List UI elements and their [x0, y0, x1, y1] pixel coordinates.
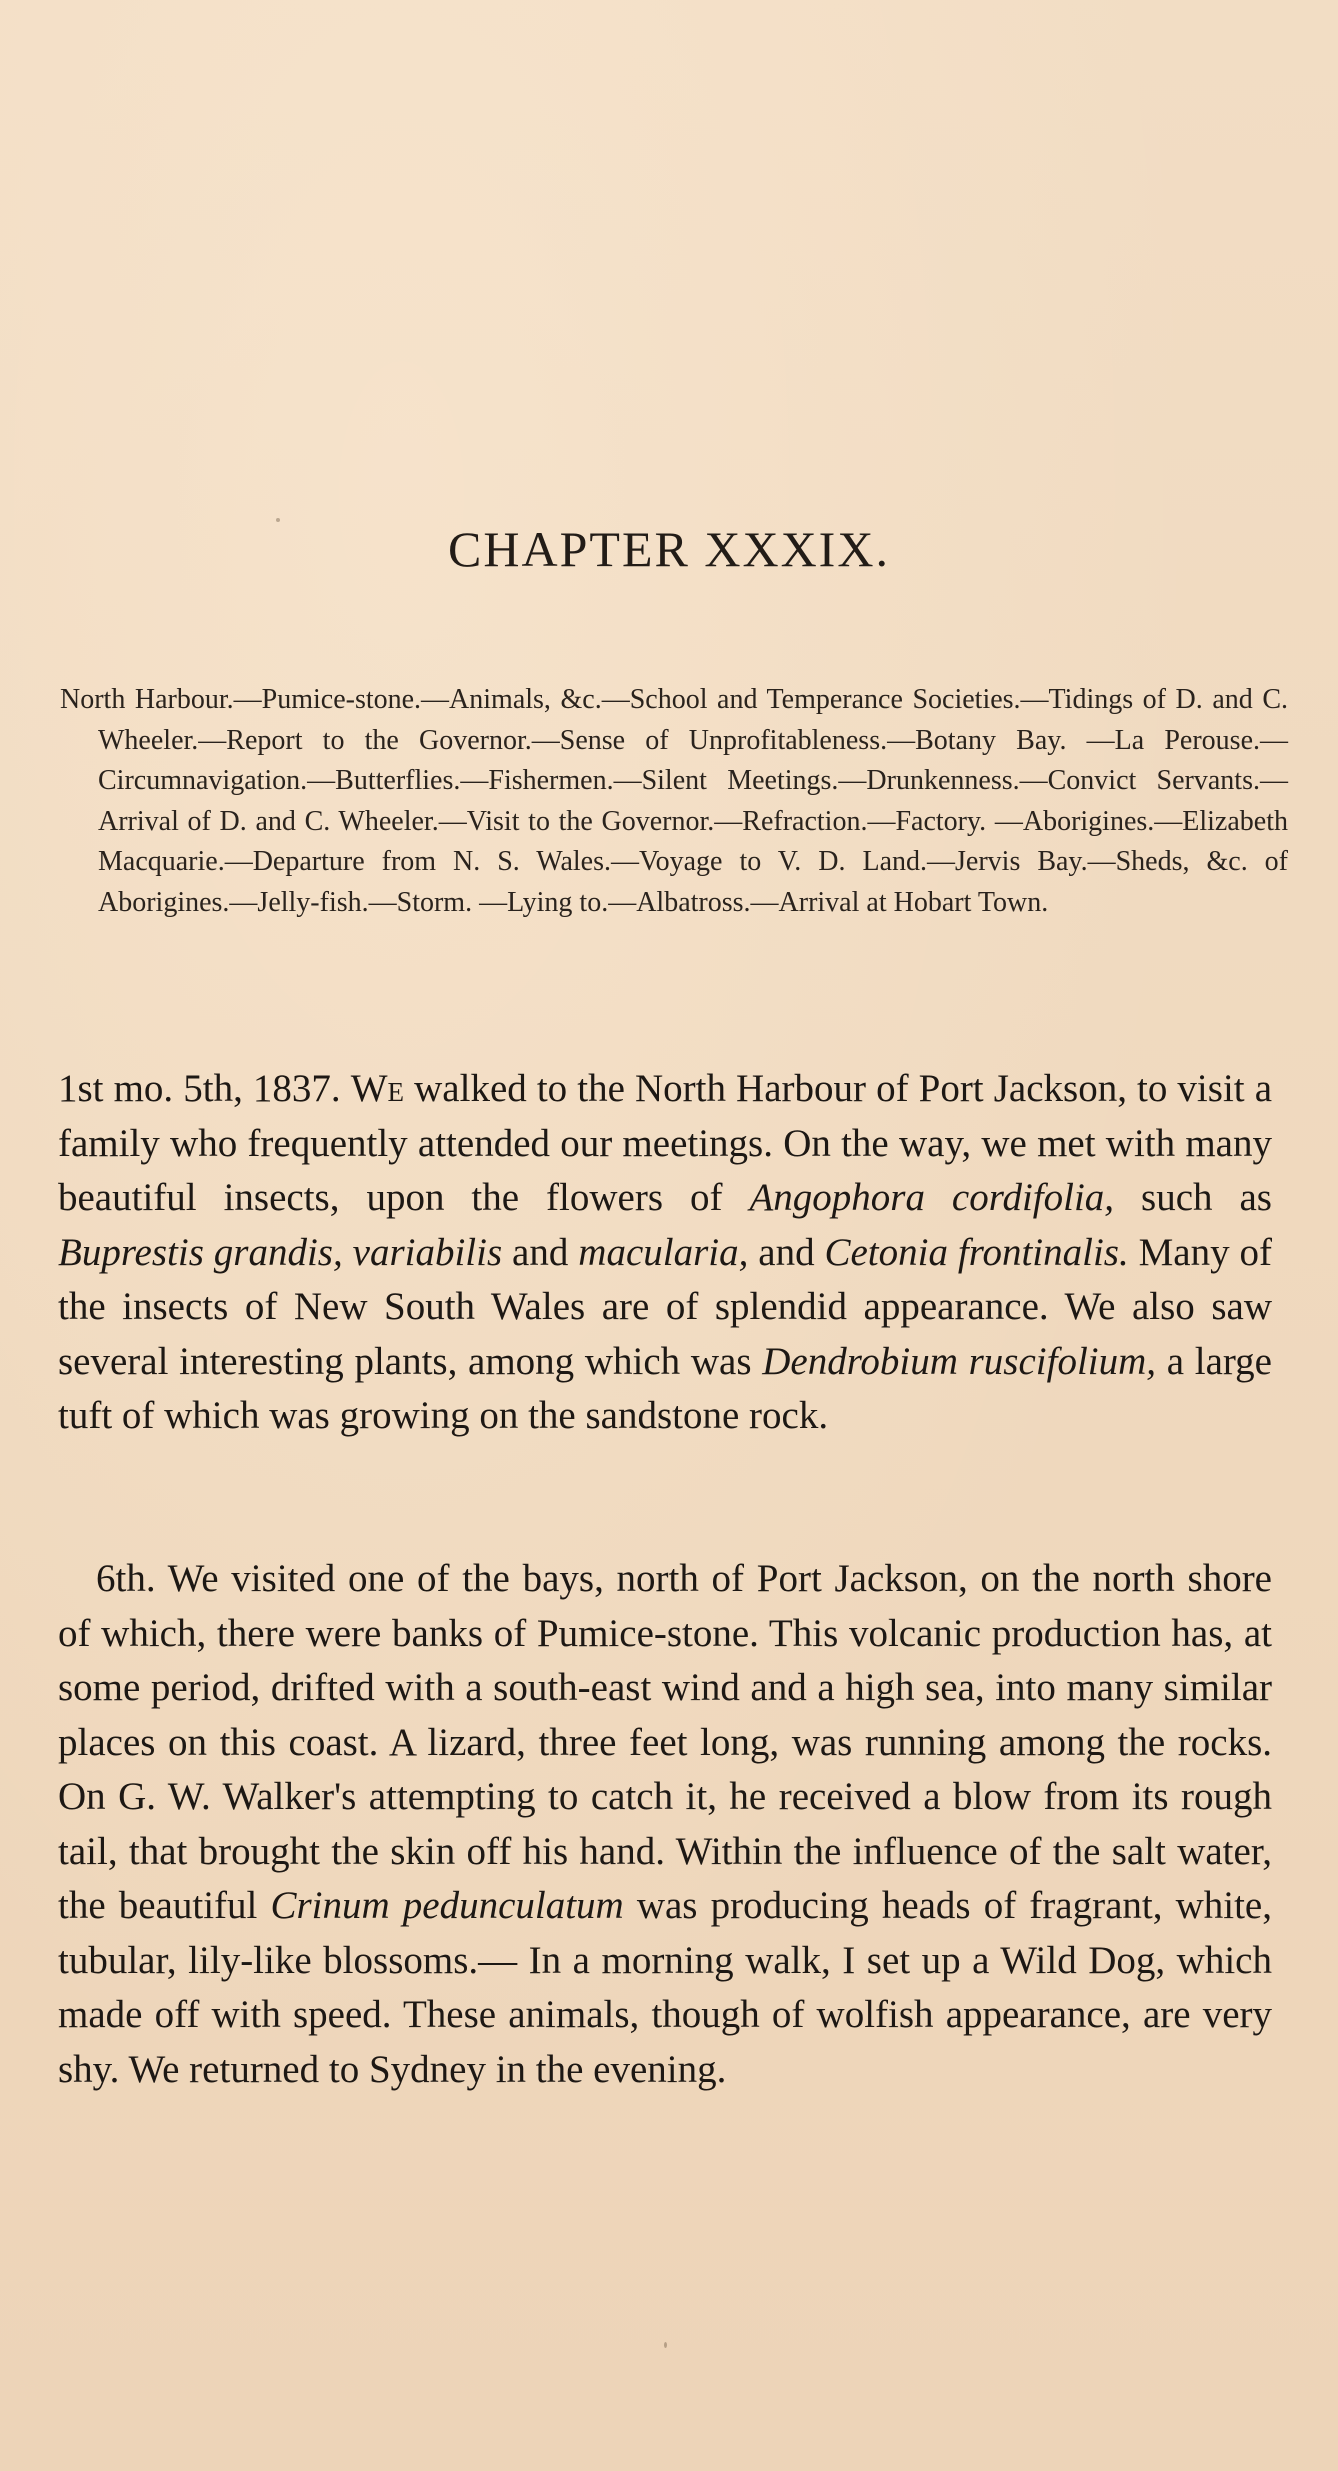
- species-name: Buprestis grandis, variabilis: [58, 1230, 503, 1274]
- text-segment: and: [502, 1230, 579, 1274]
- paragraph-second: [58, 1552, 1272, 2097]
- species-name: Cetonia frontinalis.: [824, 1230, 1129, 1274]
- paper-speck: [664, 2342, 667, 2348]
- species-name: macularia,: [578, 1230, 749, 1274]
- text-segment: a large tuft of which was growing on the sandstone rock.: [58, 1339, 1272, 1437]
- chapter-title: CHAPTER XXXIX.: [448, 521, 890, 577]
- species-name: Crinum pedunculatum: [270, 1884, 624, 1927]
- species-name: Angophora cordifolia,: [749, 1176, 1115, 1219]
- opening-word: We: [350, 1067, 405, 1110]
- species-name: Dendrobium ruscifolium,: [762, 1339, 1157, 1383]
- text-segment: such as: [1114, 1176, 1272, 1219]
- text-segment: was producing heads of fragrant, white, tubular, lily-like blossoms.— In a morning walk, I set up a Wild Dog, which made off with speed. These animals, though of wolfish appearance, are very shy. We returned to Sydney in the evening.: [58, 1884, 1272, 2091]
- text-segment: walked to the North Harbour of Port Jackson, to visit a family who frequently attended our meetings. On the way, we met with many beautiful insects, upon the flowers of: [58, 1067, 1273, 1219]
- chapter-summary: North Harbour.—Pumice-stone.—Animals, &c.—School and Temperance Societies.—Tidings of D. and C. Wheeler.—Report to the Governor.—Sense of Unprofitableness.—Botany Bay. —La Perouse.—Circumnavigation.—Butterflies.—Fishermen.—Silent Meetings.—Drunkenness.—Convict Servants.—Arrival of D. and C. Wheeler.—Visit to the Governor.—Refraction.—Factory. —Aborigines.—Elizabeth Macquarie.—Departure from N. S. Wales.—Voyage to V. D. Land.—Jervis Bay.—Sheds, &c. of Aborigines.—Jelly-fish.—Storm. —Lying to.—Albatross.—Arrival at Hobart Town.: [60, 684, 1288, 918]
- entry-date: 1st mo. 5th, 1837.: [58, 1067, 341, 1110]
- text-segment: Many of the insects of New South Wales are of splendid appearance. We also saw several interesting plants, among which was: [58, 1230, 1273, 1383]
- paragraph-first: [58, 1062, 1272, 1444]
- text-segment: 6th. We visited one of the bays, north of Port Jackson, on the north shore of which, there were banks of Pumice-stone. This volcanic production has, at some period, drifted with a south-east wind and a high sea, into many similar places on this coast. A lizard, three feet long, was running among the rocks. On G. W. Walker's attempting to catch it, he received a blow from its rough tail, that brought the skin off his hand. Within the influence of the salt water, the beautiful: [58, 1557, 1272, 1927]
- text-segment: and: [748, 1230, 825, 1274]
